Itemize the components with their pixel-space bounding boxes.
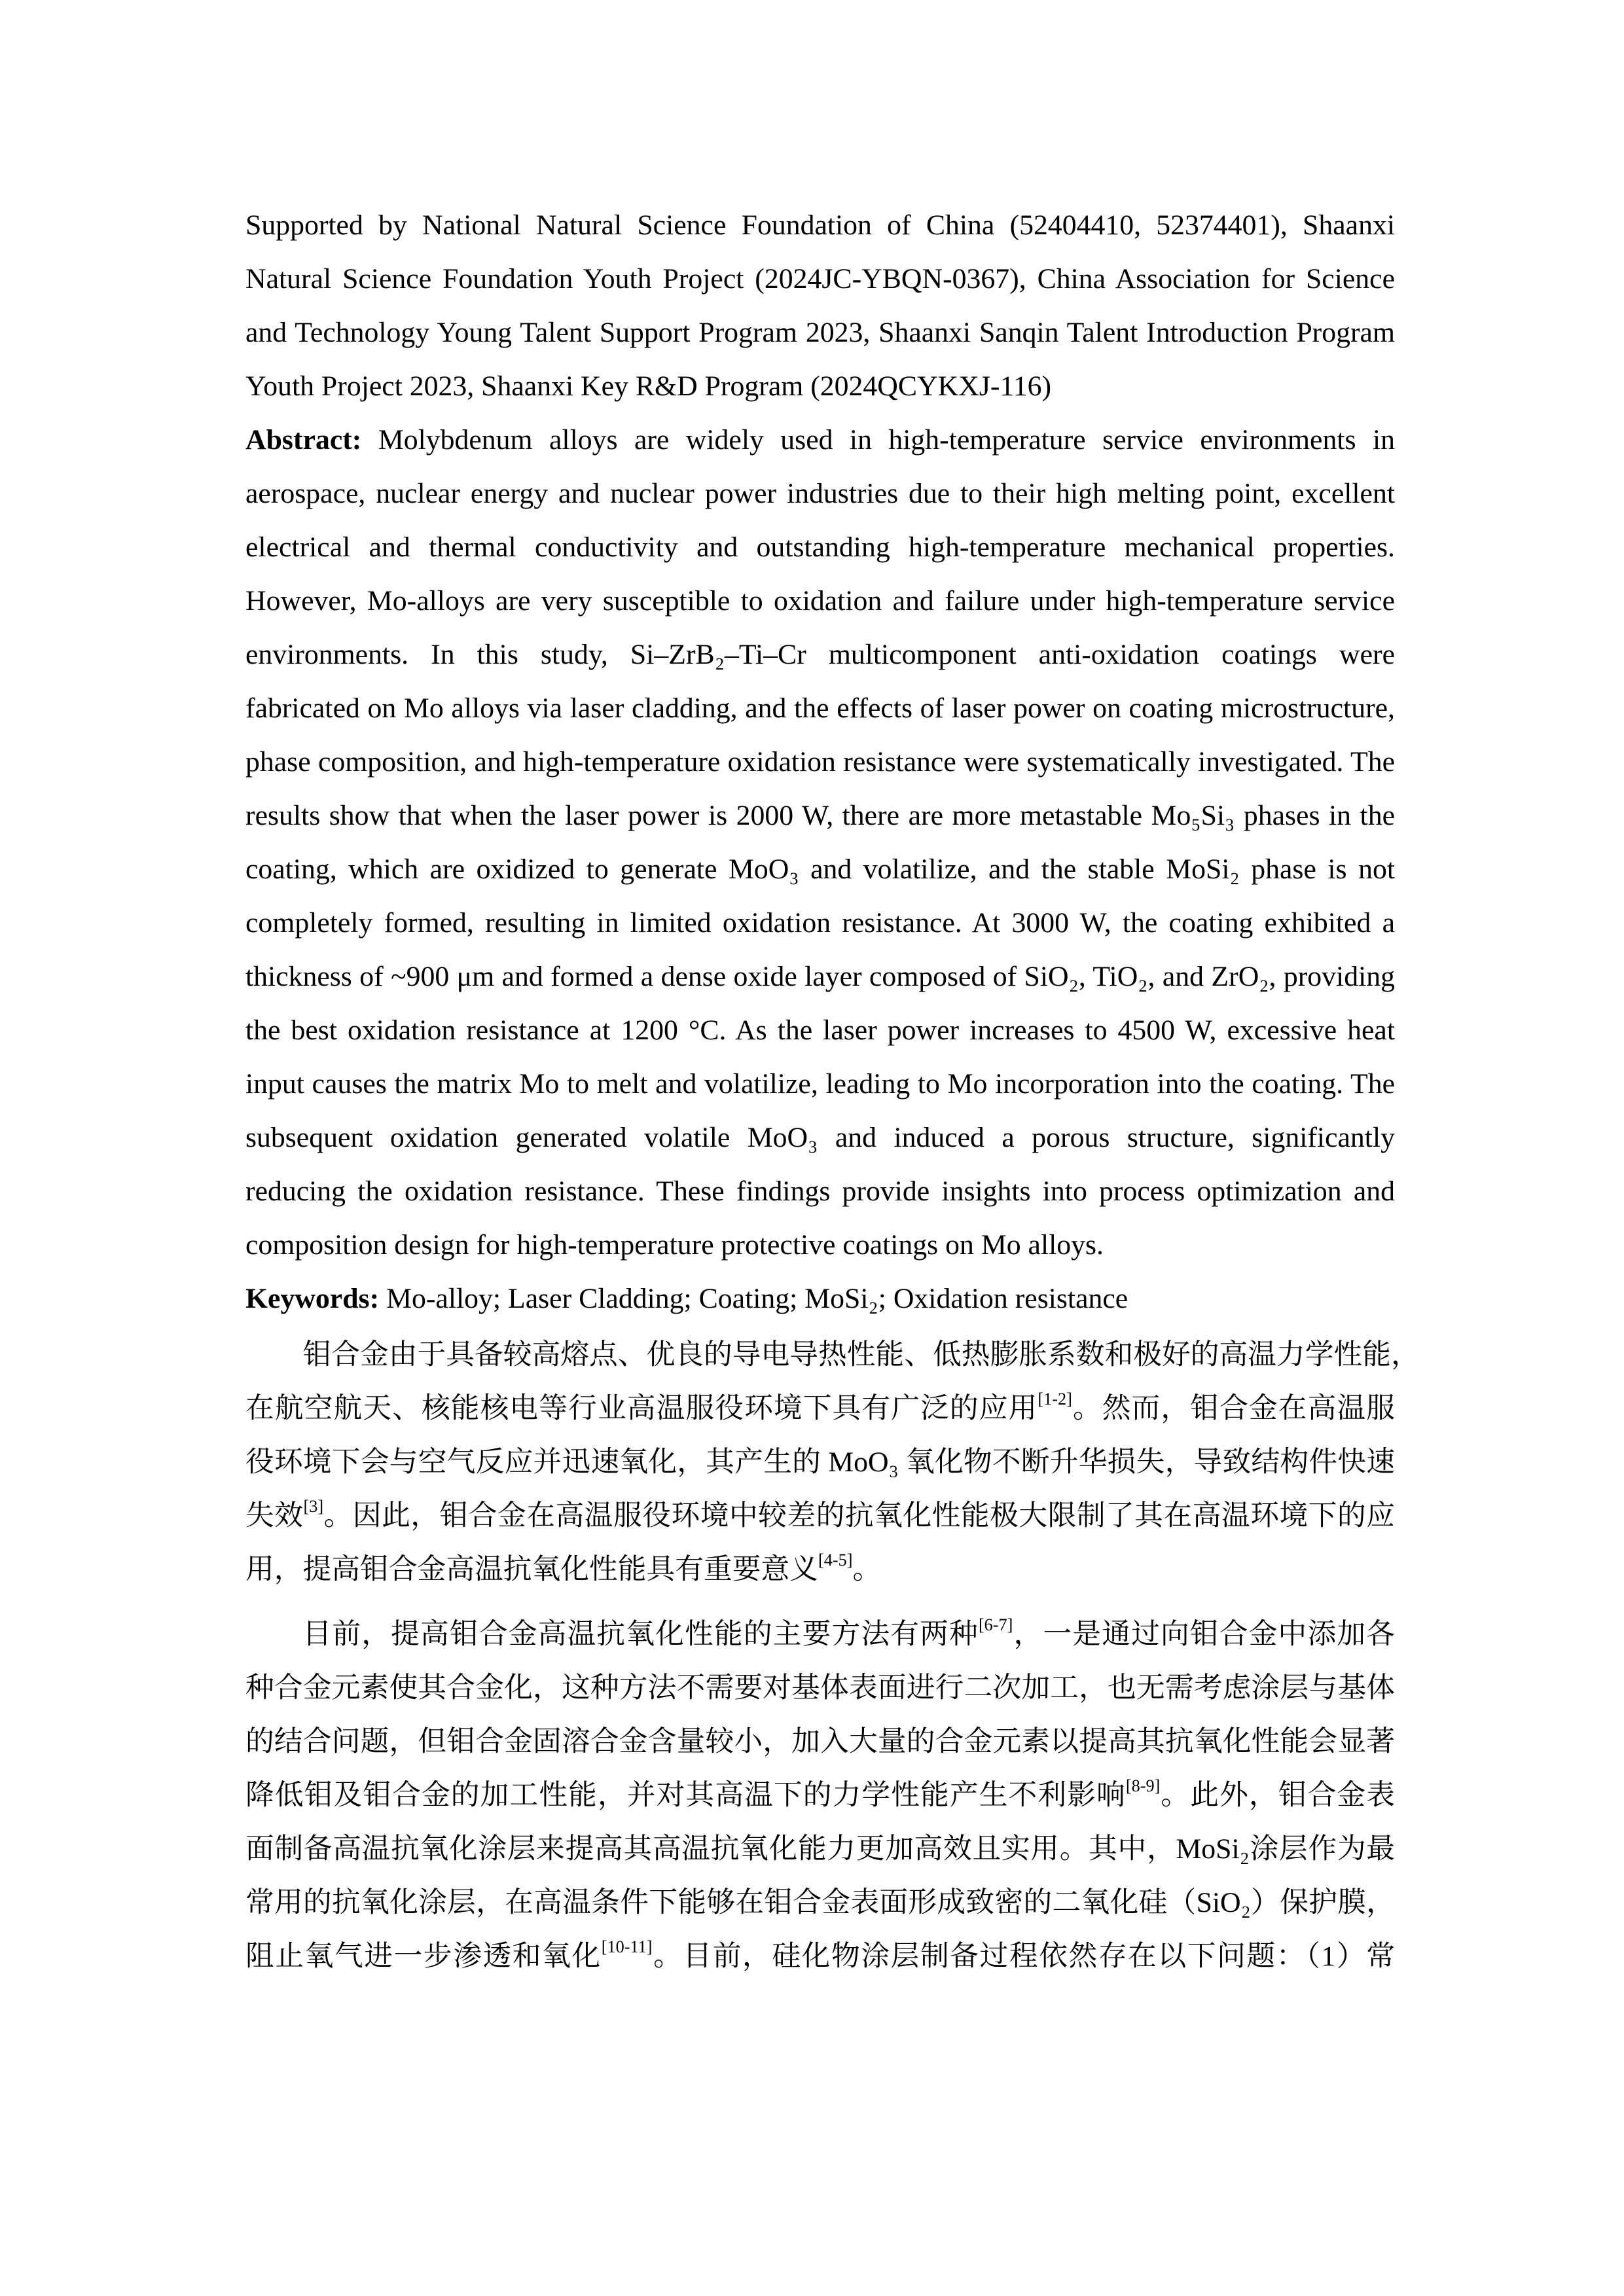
citation-superscript: [6-7] [978, 1615, 1013, 1635]
abstract-line: thickness of ~900 μm and formed a dense oxide layer composed of SiO₂, TiO₂, and ZrO₂, providing [245, 961, 1395, 992]
abstract [245, 413, 1395, 1272]
body-line [245, 1768, 1395, 1822]
body-paragraph [245, 1607, 1395, 1983]
body-text: 。此外，钼合金表 [1160, 1780, 1395, 1811]
text-column [245, 198, 1420, 1983]
abstract-line: fabricated on Mo alloys via laser cladding, and the effects of laser power on coating microstructure, [245, 692, 1395, 724]
abstract-label: Abstract: [245, 424, 362, 456]
body-line: 役环境下会与空气反应并迅速氧化，其产生的 MoO₃ 氧化物不断升华损失，导致结构件快速 [245, 1446, 1395, 1478]
funding-line: Supported by National Natural Science Foundation of China (52404410, 52374401), Shaanxi [245, 209, 1395, 241]
funding-line: Youth Project 2023, Shaanxi Key R&D Program (2024QCYKXJ-116) [245, 370, 1052, 402]
body-line [245, 1489, 1395, 1543]
body-line: 面制备高温抗氧化涂层来提高其高温抗氧化能力更加高效且实用。其中，MoSi₂涂层作为最 [245, 1833, 1395, 1865]
abstract-line [245, 413, 1395, 467]
body-text: 失效 [245, 1500, 304, 1532]
abstract-line: input causes the matrix Mo to melt and volatilize, leading to Mo incorporation into the coating. The [245, 1068, 1395, 1100]
body-paragraph [245, 1328, 1420, 1596]
keywords-text: Mo-alloy; Laser Cladding; Coating; MoSi₂; Oxidation resistance [386, 1283, 1128, 1314]
funding-line: Natural Science Foundation Youth Project (2024JC-YBQN-0367), China Association for Science [245, 263, 1395, 295]
funding-line: and Technology Young Talent Support Program 2023, Shaanxi Sanqin Talent Introduction Program [245, 317, 1395, 348]
body-text: 用，提高钼合金高温抗氧化性能具有重要意义 [245, 1554, 819, 1585]
abstract-line: results show that when the laser power is 2000 W, there are more metastable Mo₅Si₃ phases in the [245, 800, 1395, 831]
body-line: 的结合问题，但钼合金固溶合金含量较小，加入大量的合金元素以提高其抗氧化性能会显著 [245, 1726, 1395, 1757]
abstract-line: composition design for high-temperature protective coatings on Mo alloys. [245, 1229, 1104, 1261]
abstract-line: the best oxidation resistance at 1200 °C. As the laser power increases to 4500 W, excessive heat [245, 1014, 1395, 1046]
keywords-line [245, 1272, 1395, 1325]
body-line [245, 1382, 1395, 1435]
body-text: 目前，提高钼合金高温抗氧化性能的主要方法有两种 [302, 1619, 979, 1650]
keywords-label: Keywords: [245, 1283, 380, 1314]
body-line: 常用的抗氧化涂层，在高温条件下能够在钼合金表面形成致密的二氧化硅（SiO₂）保护膜， [245, 1887, 1395, 1918]
abstract-line: environments. In this study, Si–ZrB₂–Ti–Cr multicomponent anti-oxidation coatings were [245, 639, 1395, 670]
body-text: 阻止氧气进一步渗透和氧化 [245, 1941, 602, 1972]
funding-statement [245, 198, 1395, 413]
body-line: 钼合金由于具备较高熔点、优良的导电导热性能、低热膨胀系数和极好的高温力学性能， [302, 1339, 1420, 1371]
citation-superscript: [1-2] [1038, 1390, 1072, 1409]
body-text: 。目前，硅化物涂层制备过程依然存在以下问题：（1）常 [652, 1941, 1395, 1972]
abstract-line: coating, which are oxidized to generate MoO₃ and volatilize, and the stable MoSi₂ phase is not [245, 853, 1395, 885]
body-line: 种合金元素使其合金化，这种方法不需要对基体表面进行二次加工，也无需考虑涂层与基体 [245, 1672, 1395, 1704]
abstract-line: electrical and thermal conductivity and outstanding high-temperature mechanical properties. [245, 531, 1395, 563]
citation-superscript: [4-5] [818, 1551, 853, 1570]
abstract-line: However, Mo-alloys are very susceptible to oxidation and failure under high-temperature service [245, 585, 1395, 617]
citation-superscript: [8-9] [1125, 1776, 1161, 1796]
body-text: 。 [852, 1554, 882, 1585]
citation-superscript: [3] [303, 1497, 324, 1516]
body-line [245, 1543, 1395, 1596]
body-line [245, 1929, 1395, 1983]
body-text: 。因此，钼合金在高温服役环境中较差的抗氧化性能极大限制了其在高温环境下的应 [323, 1500, 1395, 1532]
abstract-line: reducing the oxidation resistance. These findings provide insights into process optimization and [245, 1175, 1395, 1207]
abstract-line: completely formed, resulting in limited oxidation resistance. At 3000 W, the coating exhibited a [245, 907, 1395, 939]
body-line [245, 1607, 1395, 1661]
abstract-line: aerospace, nuclear energy and nuclear power industries due to their high melting point, excellent [245, 478, 1395, 509]
abstract-line: subsequent oxidation generated volatile MoO₃ and induced a porous structure, significantly [245, 1122, 1395, 1153]
abstract-line: phase composition, and high-temperature oxidation resistance were systematically investigated. The [245, 746, 1395, 778]
keywords [245, 1272, 1395, 1325]
body-text: 在航空航天、核能核电等行业高温服役环境下具有广泛的应用 [245, 1393, 1038, 1424]
body-text: 。然而，钼合金在高温服 [1072, 1393, 1395, 1424]
abstract-text: Molybdenum alloys are widely used in high-temperature service environments in [378, 424, 1395, 456]
body-text: 降低钼及钼合金的加工性能，并对其高温下的力学性能产生不利影响 [245, 1780, 1126, 1811]
body-text: ，一是通过向钼合金中添加各 [1013, 1619, 1395, 1650]
citation-superscript: [10-11] [601, 1937, 653, 1957]
